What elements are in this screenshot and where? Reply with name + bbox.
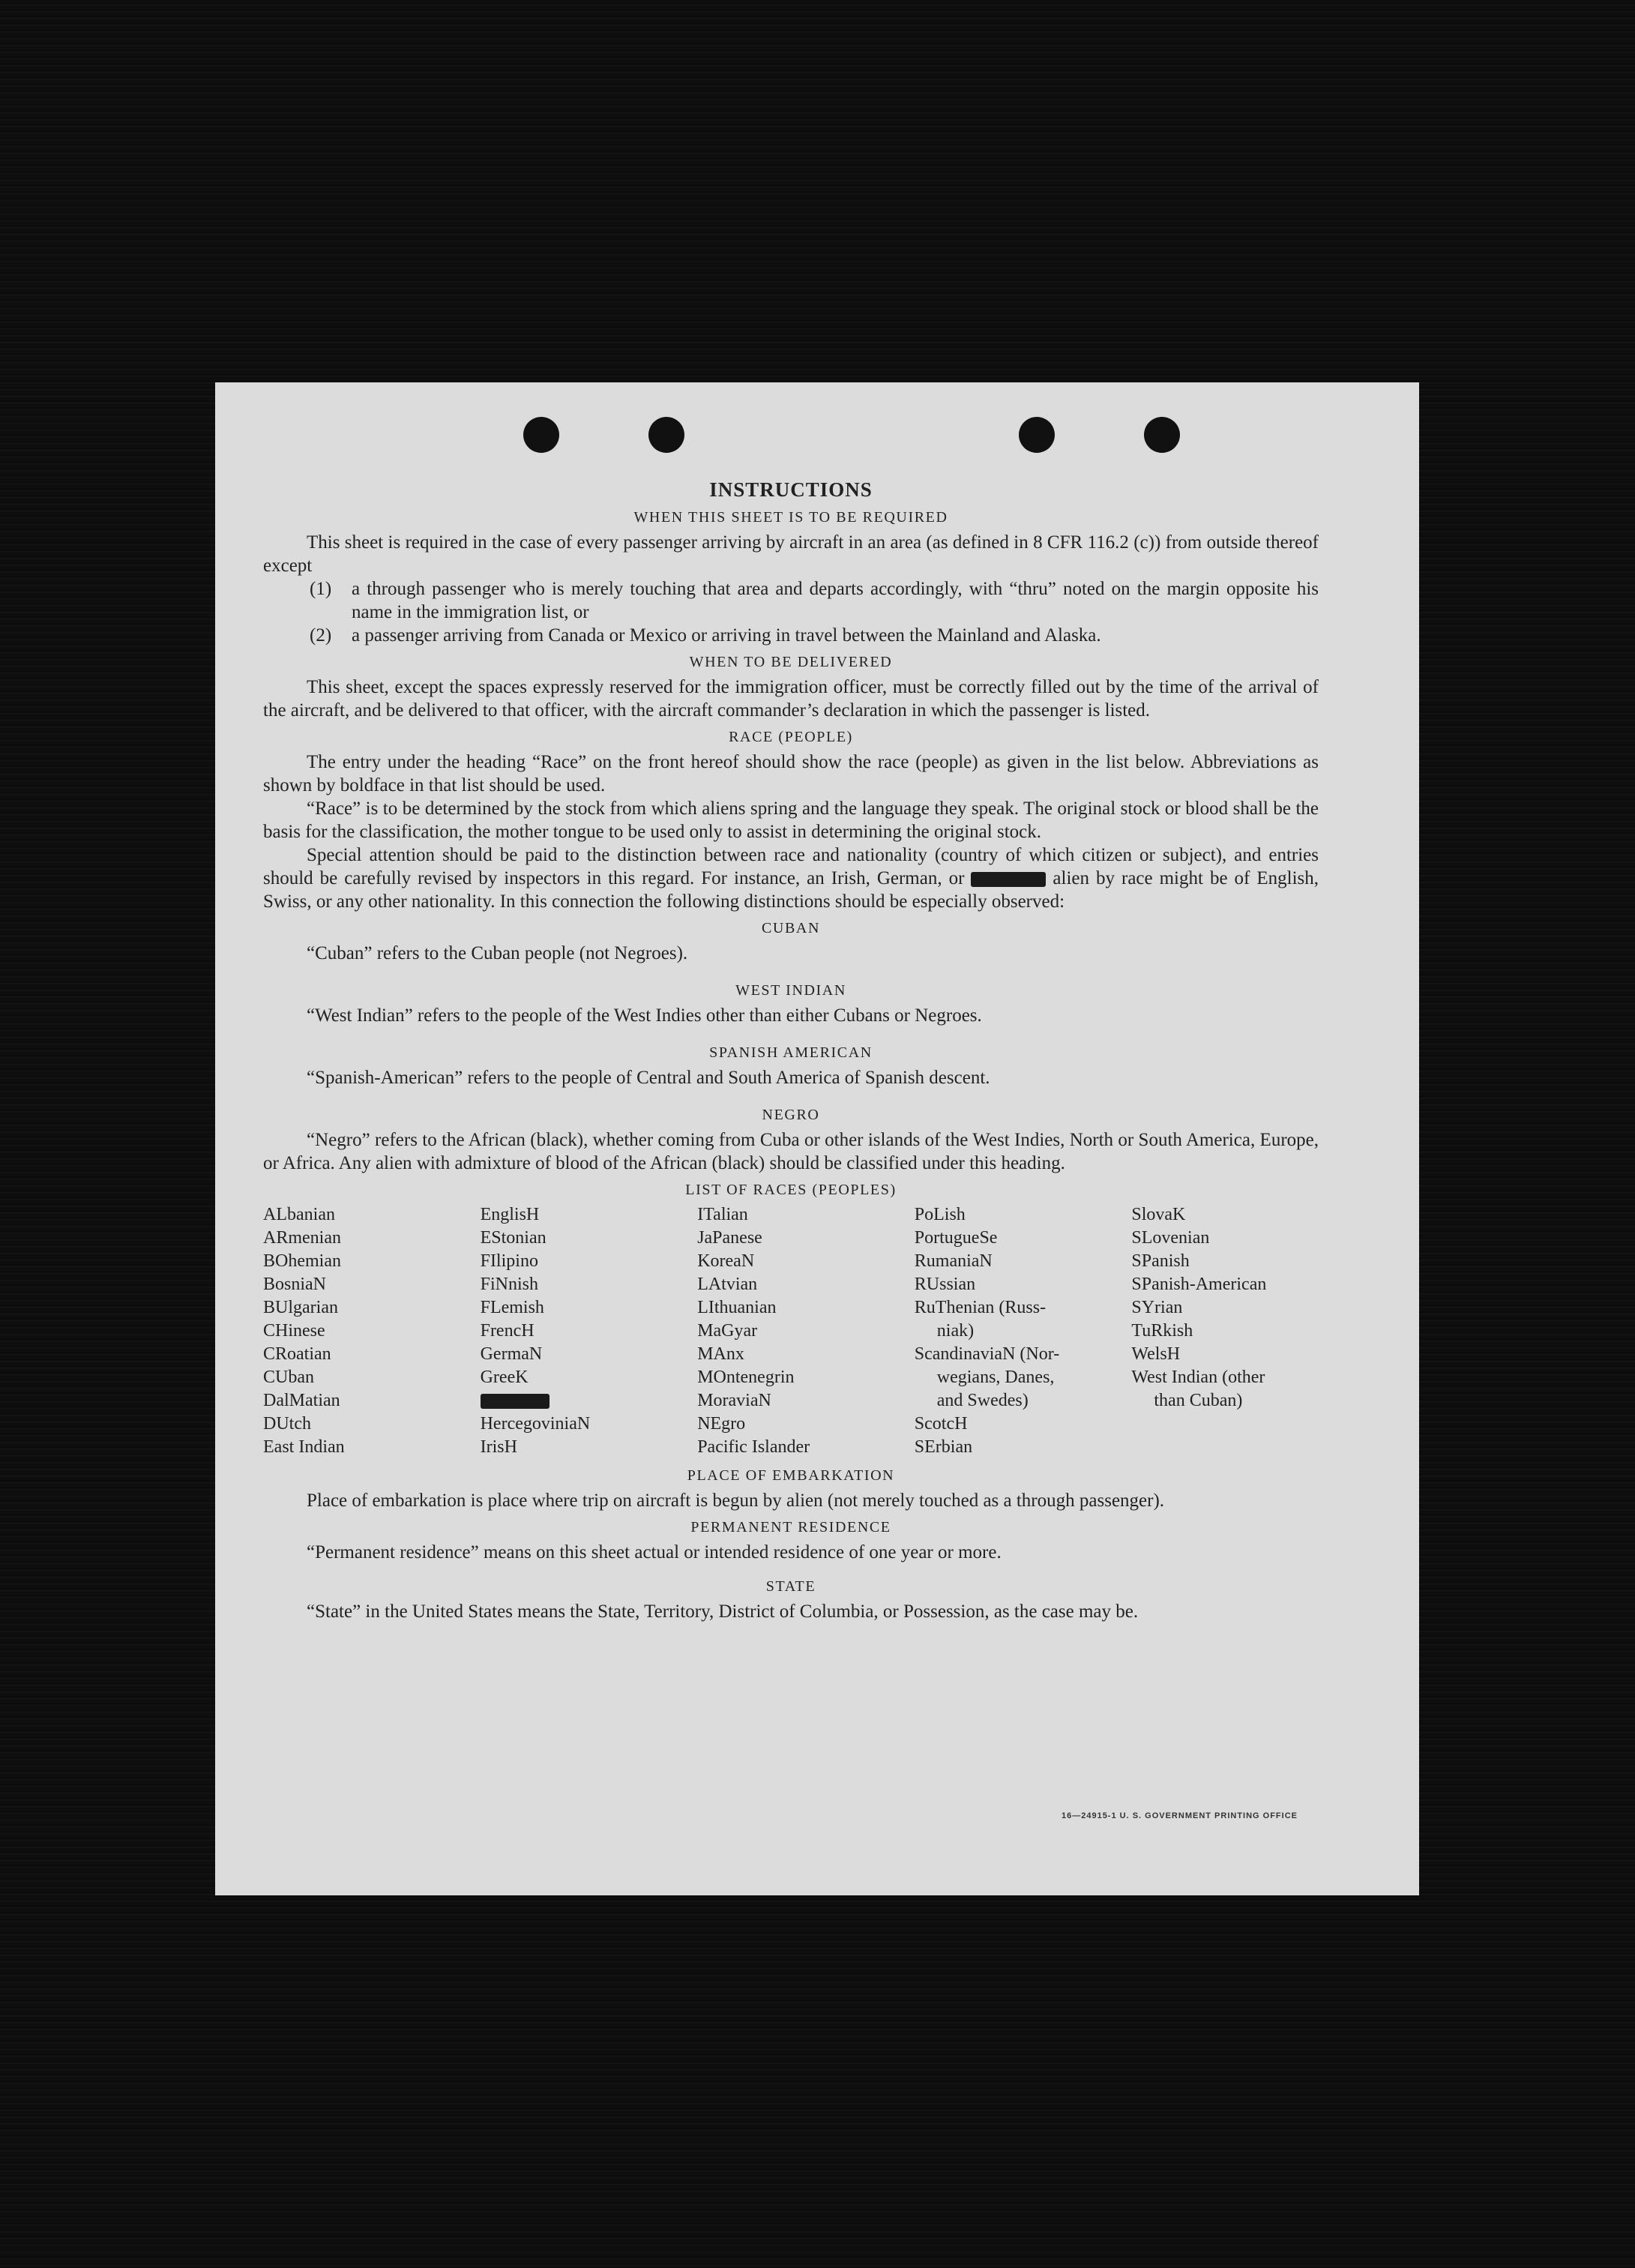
race-entry: East Indian: [263, 1437, 345, 1457]
heading-race: RACE (PEOPLE): [729, 729, 853, 745]
race-entry: PortugueSe: [914, 1228, 998, 1248]
heading-negro: NEGRO: [762, 1107, 820, 1123]
punch-hole-1: [523, 417, 559, 453]
race-entry: LAtvian: [697, 1275, 758, 1294]
race-entry: SPanish-American: [1131, 1275, 1267, 1294]
race-entry: RuThenian (Russ-: [914, 1298, 1047, 1317]
race-entry: KoreaN: [697, 1251, 755, 1271]
race-entry-redacted: [481, 1389, 698, 1413]
cuban-text: “Cuban” refers to the Cuban people (not Negroes).: [307, 943, 688, 963]
race-entry: FrencH: [480, 1321, 535, 1341]
item-number: (2): [310, 625, 332, 646]
sheet-content: [263, 477, 1319, 1623]
residence-text: “Permanent residence” means on this sheet actual or intended residence of one year or more.: [307, 1542, 1002, 1562]
races-list: [263, 1203, 1319, 1459]
race-paragraph-3a: Special attention should be paid to the distinction between race and nationality (country of which citizen or subject), and entries should be carefully revised by inspectors in this regard. For instance, an Irish, German, or: [263, 845, 1319, 888]
state-text: “State” in the United States means the State, Territory, District of Columbia, or Possession, as the case may be.: [307, 1601, 1139, 1622]
item-text: a passenger arriving from Canada or Mexico or arriving in travel between the Mainland and Alaska.: [352, 625, 1101, 646]
race-entry: SPanish: [1131, 1251, 1190, 1271]
race-entry: NEgro: [697, 1414, 746, 1434]
race-entry: BosniaN: [263, 1275, 326, 1294]
redaction-mark: [481, 1394, 549, 1409]
instruction-sheet: [215, 382, 1419, 1895]
punch-hole-2: [648, 417, 684, 453]
race-entry: ScandinaviaN (Nor-: [914, 1344, 1060, 1364]
exception-item-2: [310, 624, 1319, 647]
race-entry: ITalian: [697, 1205, 748, 1224]
race-entry: RUssian: [914, 1275, 976, 1294]
item-text: a through passenger who is merely touching that area and departs accordingly, with “thru” noted on the margin opposite his name in the immigration list, or: [352, 579, 1319, 622]
race-entry: FiNnish: [480, 1275, 538, 1294]
race-entry-continued: niak): [936, 1321, 975, 1341]
race-entry: BOhemian: [263, 1251, 341, 1271]
heading-when-delivered: WHEN TO BE DELIVERED: [689, 654, 893, 670]
redaction-mark: [971, 872, 1046, 887]
race-entry: JaPanese: [697, 1228, 762, 1248]
race-entry: West Indian (other: [1131, 1368, 1265, 1387]
race-entry: MoraviaN: [697, 1391, 771, 1410]
race-entry: HercegoviniaN: [480, 1414, 591, 1434]
embarkation-text: Place of embarkation is place where trip on aircraft is begun by alien (not merely touched as a through passenger).: [307, 1491, 1165, 1511]
heading-west-indian: WEST INDIAN: [735, 982, 846, 999]
race-entry: SlovaK: [1131, 1205, 1186, 1224]
race-entry: ARmenian: [263, 1228, 341, 1248]
race-entry: FIlipino: [480, 1251, 538, 1271]
race-paragraph-2: “Race” is to be determined by the stock from which aliens spring and the language they speak. The original stock or blood shall be the basis for the classification, the mother tongue to be used only to assist in determining the original stock.: [263, 798, 1319, 842]
race-entry: SYrian: [1131, 1298, 1183, 1317]
race-entry: FLemish: [480, 1298, 544, 1317]
race-entry: LIthuanian: [697, 1298, 777, 1317]
race-entry: MAnx: [697, 1344, 744, 1364]
race-paragraph-1: The entry under the heading “Race” on the front hereof should show the race (people) as given in the list below. Abbreviations as shown by boldface in that list should be used.: [263, 752, 1319, 795]
race-entry: SLovenian: [1131, 1228, 1210, 1248]
race-entry: BUlgarian: [263, 1298, 338, 1317]
race-entry: ScotcH: [914, 1414, 968, 1434]
printing-office-code: 16—24915-1 U. S. GOVERNMENT PRINTING OFFICE: [1061, 1811, 1298, 1820]
race-entry: GermaN: [480, 1344, 543, 1364]
race-entry: RumaniaN: [914, 1251, 993, 1271]
race-entry-continued: and Swedes): [936, 1391, 1029, 1410]
race-entry: MOntenegrin: [697, 1368, 795, 1387]
race-entry: ALbanian: [263, 1205, 335, 1224]
races-column-2: [481, 1203, 698, 1459]
page-title: INSTRUCTIONS: [709, 478, 873, 501]
race-entry: PoLish: [914, 1205, 966, 1224]
race-entry-continued: than Cuban): [1154, 1391, 1243, 1410]
race-entry: CUban: [263, 1368, 314, 1387]
when-required-intro: This sheet is required in the case of every passenger arriving by aircraft in an area (as defined in 8 CFR 116.2 (c)) from outside thereof except: [263, 532, 1319, 576]
heading-list-of-races: LIST OF RACES (PEOPLES): [685, 1182, 897, 1198]
race-entry: IrisH: [480, 1437, 517, 1457]
races-column-1: [263, 1203, 481, 1459]
race-entry: DUtch: [263, 1414, 311, 1434]
race-entry: MaGyar: [697, 1321, 758, 1341]
heading-embarkation: PLACE OF EMBARKATION: [687, 1467, 895, 1484]
race-entry: CHinese: [263, 1321, 325, 1341]
west-indian-text: “West Indian” refers to the people of the West Indies other than either Cubans or Negroes.: [307, 1005, 982, 1026]
when-delivered-text: This sheet, except the spaces expressly reserved for the immigration officer, must be correctly filled out by the time of the arrival of the aircraft, and be delivered to that officer, with the aircraft commander’s declaration in which the passenger is listed.: [263, 677, 1319, 721]
races-column-3: [697, 1203, 915, 1459]
race-entry: Pacific Islander: [697, 1437, 810, 1457]
heading-residence: PERMANENT RESIDENCE: [690, 1519, 891, 1535]
heading-when-required: WHEN THIS SHEET IS TO BE REQUIRED: [633, 509, 948, 526]
exception-item-1: [310, 577, 1319, 624]
race-paragraph-3: [263, 843, 1319, 913]
spanish-american-text: “Spanish-American” refers to the people of Central and South America of Spanish descent.: [307, 1068, 990, 1088]
punch-hole-4: [1144, 417, 1180, 453]
heading-cuban: CUBAN: [761, 920, 820, 936]
race-entry: CRoatian: [263, 1344, 331, 1364]
race-paragraph-3b: alien by race might be of English, Swiss, or any other nationality. In this connection the following distinctions should be especially observed:: [263, 868, 1319, 912]
race-entry-continued: wegians, Danes,: [936, 1368, 1055, 1387]
race-entry: EnglisH: [480, 1205, 540, 1224]
race-entry: DalMatian: [263, 1391, 340, 1410]
race-entry: EStonian: [480, 1228, 546, 1248]
races-column-4: [915, 1203, 1132, 1459]
races-column-5: [1131, 1203, 1319, 1459]
negro-text: “Negro” refers to the African (black), whether coming from Cuba or other islands of the West Indies, North or South America, Europe, or Africa. Any alien with admixture of blood of the African (black) should be classified under this heading.: [263, 1130, 1319, 1173]
race-entry: GreeK: [480, 1368, 529, 1387]
race-entry: SErbian: [914, 1437, 973, 1457]
heading-state: STATE: [765, 1578, 816, 1595]
punch-hole-3: [1019, 417, 1055, 453]
item-number: (1): [310, 579, 332, 599]
race-entry: WelsH: [1131, 1344, 1181, 1364]
heading-spanish-american: SPANISH AMERICAN: [709, 1044, 873, 1061]
race-entry: TuRkish: [1131, 1321, 1193, 1341]
